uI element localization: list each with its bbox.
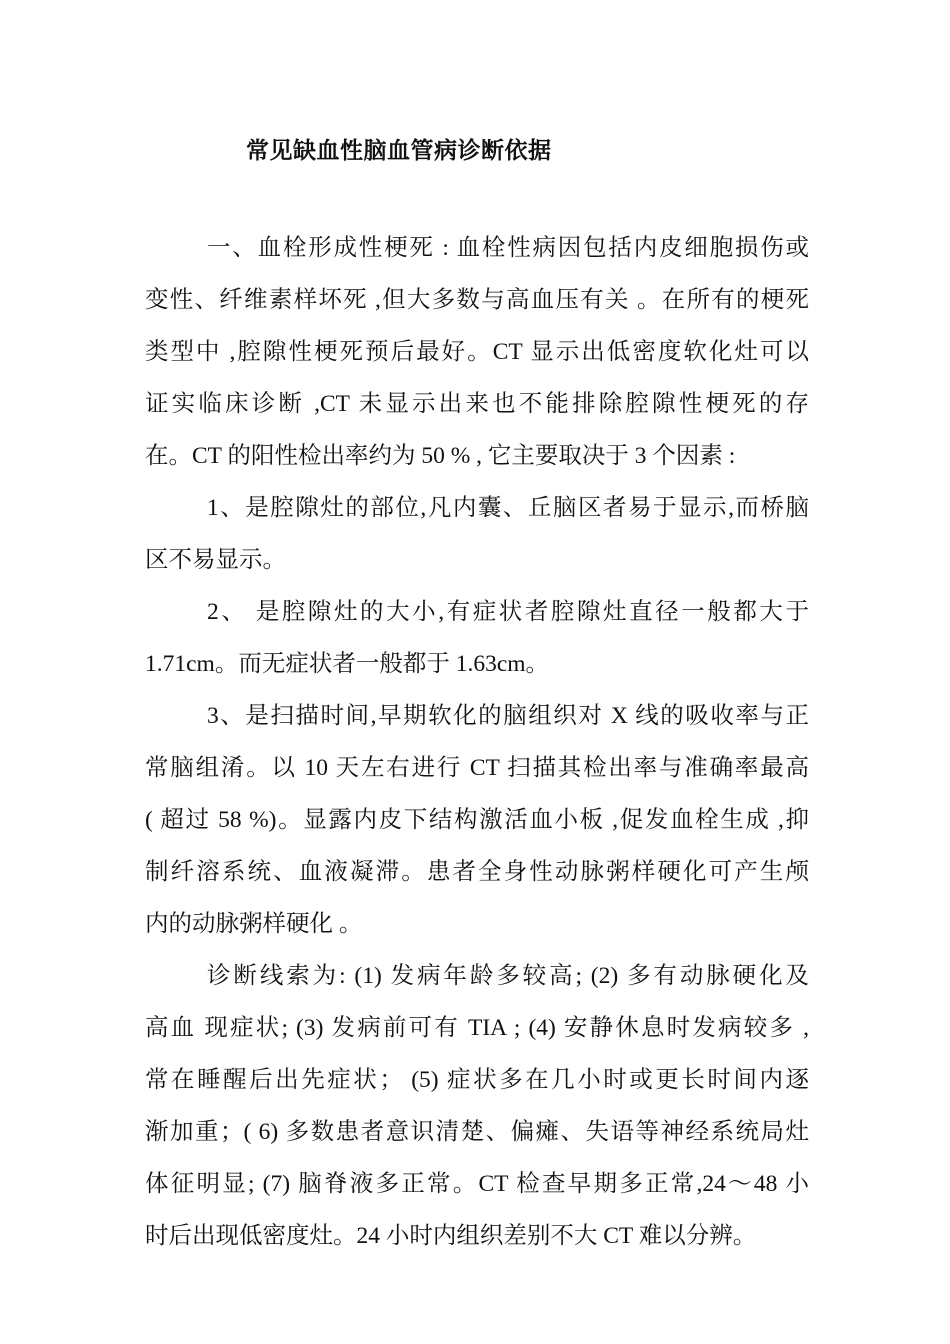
item-2-line-1: 2、 是腔隙灶的大小,有症状者腔隙灶直径一般都大于 <box>207 599 809 625</box>
paragraph-1-line-4: 证实临床诊断 ,CT 未显示出来也不能排除腔隙性梗死的存 <box>145 391 809 417</box>
diagnosis-line-6: 时后出现低密度灶。24 小时内组织差别不大 CT 难以分辨。 <box>145 1223 757 1249</box>
paragraph-1-line-1: 一、血栓形成性梗死 : 血栓性病因包括内皮细胞损伤或 <box>207 235 809 261</box>
item-1-line-1: 1、是腔隙灶的部位,凡内囊、丘脑区者易于显示,而桥脑 <box>207 495 809 521</box>
item-1-line-2: 区不易显示。 <box>145 547 286 573</box>
diagnosis-line-3: 常在睡醒后出先症状； (5) 症状多在几小时或更长时间内逐 <box>145 1067 809 1093</box>
diagnosis-line-1: 诊断线索为: (1) 发病年龄多较高; (2) 多有动脉硬化及 <box>207 963 809 989</box>
document-body <box>145 222 809 1262</box>
item-3-line-3: ( 超过 58 %)。显露内皮下结构激活血小板 ,促发血栓生成 ,抑 <box>145 807 809 833</box>
paragraph-1-line-5: 在。CT 的阳性检出率约为 50 % , 它主要取决于 3 个因素 : <box>145 443 736 469</box>
diagnosis-line-5: 体征明显; (7) 脑脊液多正常。CT 检查早期多正常,24～48 小 <box>145 1171 809 1197</box>
item-3-line-4: 制纤溶系统、血液凝滞。患者全身性动脉粥样硬化可产生颅 <box>145 859 809 885</box>
paragraph-1-line-3: 类型中 ,腔隙性梗死预后最好。CT 显示出低密度软化灶可以 <box>145 339 809 365</box>
diagnosis-line-2: 高血 现症状; (3) 发病前可有 TIA ; (4) 安静休息时发病较多 , <box>145 1015 809 1041</box>
paragraph-1-line-2: 变性、纤维素样坏死 ,但大多数与高血压有关 。在所有的梗死 <box>145 287 809 313</box>
diagnosis-line-4: 渐加重；( 6) 多数患者意识清楚、偏瘫、失语等神经系统局灶 <box>145 1119 809 1145</box>
item-2-line-2: 1.71cm。而无症状者一般都于 1.63cm。 <box>145 651 550 677</box>
item-3-line-1: 3、是扫描时间,早期软化的脑组织对 X 线的吸收率与正 <box>207 703 809 729</box>
item-3-line-2: 常脑组淆。以 10 天左右进行 CT 扫描其检出率与准确率最高 <box>145 755 809 781</box>
document-title: 常见缺血性脑血管病诊断依据 <box>246 138 552 163</box>
item-3-line-5: 内的动脉粥样硬化 。 <box>145 911 363 937</box>
